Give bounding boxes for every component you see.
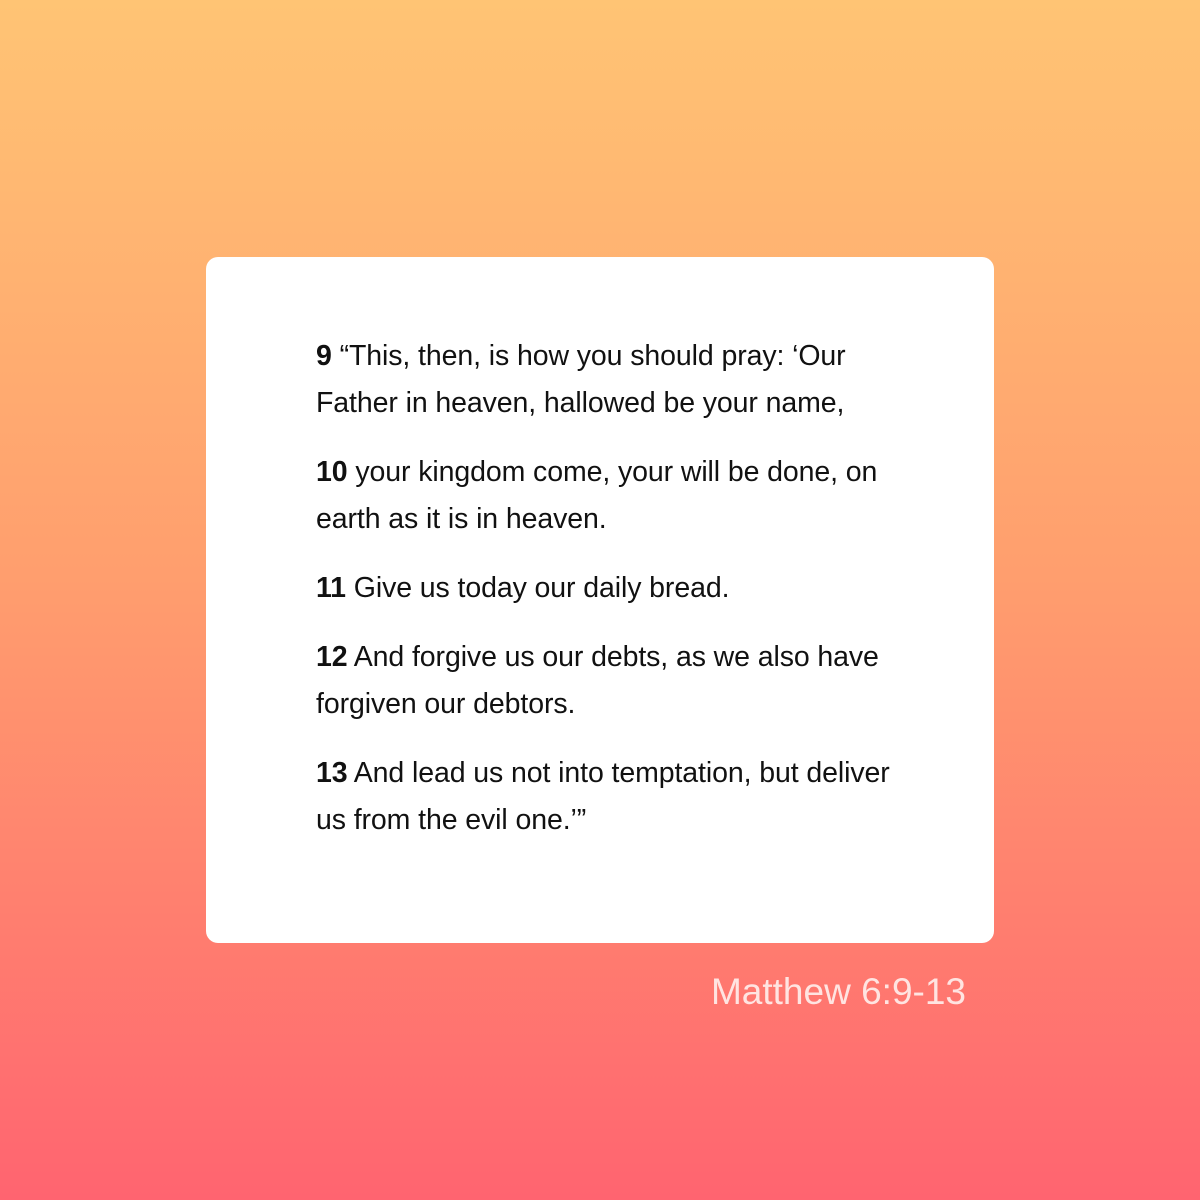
verse-text: And lead us not into temptation, but deliver us from the evil one.’” — [316, 757, 890, 836]
verse-number: 12 — [316, 641, 348, 673]
verse-card — [206, 257, 994, 943]
verse-10 — [316, 449, 896, 543]
verse-13 — [316, 750, 896, 844]
verse-list — [316, 333, 896, 866]
verse-number: 9 — [316, 340, 332, 372]
verse-number: 11 — [316, 572, 346, 604]
verse-text: your kingdom come, your will be done, on earth as it is in heaven. — [316, 456, 878, 535]
verse-text: “This, then, is how you should pray: ‘Our Father in heaven, hallowed be your name, — [316, 340, 846, 419]
scripture-reference: Matthew 6:9-13 — [710, 971, 966, 1012]
verse-12 — [316, 634, 896, 728]
verse-9 — [316, 333, 896, 427]
verse-11 — [316, 565, 896, 612]
verse-number: 10 — [316, 456, 348, 488]
verse-number: 13 — [316, 757, 348, 789]
verse-text: And forgive us our debts, as we also have forgiven our debtors. — [316, 641, 879, 720]
verse-text: Give us today our daily bread. — [353, 572, 730, 604]
